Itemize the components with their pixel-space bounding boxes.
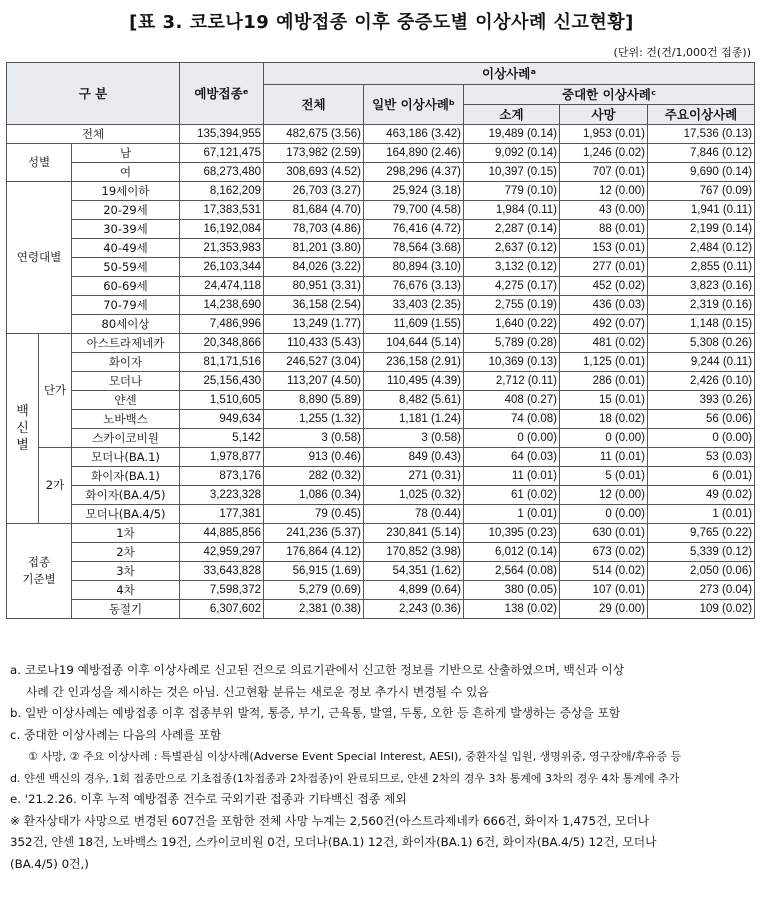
value-cell: 19,489 (0.14) [464,125,560,144]
value-cell: 707 (0.01) [560,163,648,182]
value-cell: 109 (0.02) [648,600,755,619]
value-cell: 393 (0.26) [648,391,755,410]
value-cell: 1,941 (0.11) [648,201,755,220]
value-cell: 2,564 (0.08) [464,562,560,581]
value-cell: 1,510,605 [180,391,264,410]
row-label: 화이자(BA.4/5) [72,486,180,505]
value-cell: 2,287 (0.14) [464,220,560,239]
note-d: d. 얀센 백신의 경우, 1회 접종만으로 기초접종(1차접종과 2차접종)이 완료되므로, 얀센 2차의 경우 3차 통계에 3차의 경우 4차 통계에 추가 [10,771,680,785]
group-sex [7,144,72,182]
value-cell: 78,564 (3.68) [364,239,464,258]
table-row [7,220,755,239]
value-cell: 177,381 [180,505,264,524]
value-cell: 44,885,856 [180,524,264,543]
value-cell: 1,086 (0.34) [264,486,364,505]
value-cell: 0 (0.00) [464,429,560,448]
value-cell: 8,482 (5.61) [364,391,464,410]
row-label: 80세이상 [72,315,180,334]
header-vaccination: 예방접종ᵉ [180,63,264,125]
value-cell: 2,755 (0.19) [464,296,560,315]
unit-label: (단위: 건(건/1,000건 접종)) [613,46,751,59]
value-cell: 33,643,828 [180,562,264,581]
value-cell: 3,132 (0.12) [464,258,560,277]
row-label: 50-59세 [72,258,180,277]
value-cell: 5,308 (0.26) [648,334,755,353]
row-label: 동절기 [72,600,180,619]
value-cell: 673 (0.02) [560,543,648,562]
value-cell: 286 (0.01) [560,372,648,391]
value-cell: 110,495 (4.39) [364,372,464,391]
group-dose [7,524,72,619]
header-adverse: 이상사례ᵃ [264,63,755,85]
row-label: 노바백스 [72,410,180,429]
value-cell: 11 (0.01) [464,467,560,486]
subgroup-bivalent: 2가 [39,448,72,524]
value-cell: 76,416 (4.72) [364,220,464,239]
value-cell: 9,765 (0.22) [648,524,755,543]
value-cell: 2,712 (0.11) [464,372,560,391]
row-label: 1차 [72,524,180,543]
row-label: 40-49세 [72,239,180,258]
value-cell: 11,609 (1.55) [364,315,464,334]
value-cell: 78,703 (4.86) [264,220,364,239]
row-label: 화이자(BA.1) [72,467,180,486]
page-title: [표 3. 코로나19 예방접종 이후 중증도별 이상사례 신고현황] [129,12,634,33]
note-x-cont: 352건, 얀센 18건, 노바백스 19건, 스카이코비원 0건, 모더나(BA.1) 12건, 화이자(BA.1) 6건, 화이자(BA.4/5) 12건, 모더나 [10,835,657,849]
value-cell: 1,640 (0.22) [464,315,560,334]
row-label: 20-29세 [72,201,180,220]
value-cell: 6,307,602 [180,600,264,619]
value-cell: 53 (0.03) [648,448,755,467]
group-label: 성별 [27,155,51,169]
table-row [7,524,755,543]
value-cell: 74 (0.08) [464,410,560,429]
value-cell: 56 (0.06) [648,410,755,429]
value-cell: 7,486,996 [180,315,264,334]
value-cell: 436 (0.03) [560,296,648,315]
value-cell: 463,186 (3.42) [364,125,464,144]
table-row [7,486,755,505]
value-cell: 64 (0.03) [464,448,560,467]
value-cell: 230,841 (5.14) [364,524,464,543]
row-label: 70-79세 [72,296,180,315]
value-cell: 76,676 (3.13) [364,277,464,296]
note-a: a. 코로나19 예방접종 이후 이상사례로 신고된 건으로 의료기관에서 신고한 정보를 기반으로 산출하였으며, 백신과 이상 [10,663,625,677]
value-cell: 176,864 (4.12) [264,543,364,562]
value-cell: 88 (0.01) [560,220,648,239]
value-cell: 33,403 (2.35) [364,296,464,315]
subgroup-single: 단가 [39,334,72,448]
value-cell: 26,103,344 [180,258,264,277]
value-cell: 107 (0.01) [560,581,648,600]
value-cell: 3,823 (0.16) [648,277,755,296]
row-label: 전체 [7,125,180,144]
value-cell: 13,249 (1.77) [264,315,364,334]
value-cell: 282 (0.32) [264,467,364,486]
value-cell: 3 (0.58) [264,429,364,448]
table-row [7,201,755,220]
value-cell: 29 (0.00) [560,600,648,619]
value-cell: 408 (0.27) [464,391,560,410]
value-cell: 49 (0.02) [648,486,755,505]
value-cell: 481 (0.02) [560,334,648,353]
value-cell: 113,207 (4.50) [264,372,364,391]
value-cell: 1,953 (0.01) [560,125,648,144]
value-cell: 11 (0.01) [560,448,648,467]
note-e: e. '21.2.26. 이후 누적 예방접종 건수로 국외기관 접종과 기타백신 접종 제외 [10,792,407,806]
value-cell: 15 (0.01) [560,391,648,410]
note-c-detail: ① 사망, ② 주요 이상사례 : 특별관심 이상사례(Adverse Event Special Interest, AESI), 중환자실 입원, 생명위중, 영구장애/후유증 등 [28,750,682,763]
value-cell: 1,984 (0.11) [464,201,560,220]
value-cell: 6,012 (0.14) [464,543,560,562]
table-row [7,562,755,581]
value-cell: 767 (0.09) [648,182,755,201]
value-cell: 0 (0.00) [560,505,648,524]
value-cell: 61 (0.02) [464,486,560,505]
value-cell: 5,789 (0.28) [464,334,560,353]
value-cell: 779 (0.10) [464,182,560,201]
value-cell: 7,598,372 [180,581,264,600]
value-cell: 8,890 (5.89) [264,391,364,410]
header-total: 전체 [264,85,364,125]
header-gubun: 구 분 [7,63,180,125]
value-cell: 153 (0.01) [560,239,648,258]
value-cell: 1,181 (1.24) [364,410,464,429]
header-major: 주요이상사례 [648,105,755,125]
value-cell: 3,223,328 [180,486,264,505]
table-row [7,600,755,619]
value-cell: 12 (0.00) [560,182,648,201]
value-cell: 2,637 (0.12) [464,239,560,258]
value-cell: 78 (0.44) [364,505,464,524]
value-cell: 42,959,297 [180,543,264,562]
note-b: b. 일반 이상사례는 예방접종 이후 접종부위 발적, 통증, 부기, 근육통, 발열, 두통, 오한 등 흔하게 발생하는 증상을 포함 [10,706,621,720]
value-cell: 9,092 (0.14) [464,144,560,163]
group-age [7,182,72,334]
table-row [7,448,755,467]
value-cell: 1,978,877 [180,448,264,467]
value-cell: 2,484 (0.12) [648,239,755,258]
note-x-cont2: (BA.4/5) 0건,) [10,856,89,871]
value-cell: 9,690 (0.14) [648,163,755,182]
value-cell: 138 (0.02) [464,600,560,619]
row-label: 화이자 [72,353,180,372]
value-cell: 21,353,983 [180,239,264,258]
table-row [7,258,755,277]
value-cell: 79,700 (4.58) [364,201,464,220]
value-cell: 14,238,690 [180,296,264,315]
row-label: 모더나 [72,372,180,391]
value-cell: 246,527 (3.04) [264,353,364,372]
row-label: 여 [72,163,180,182]
value-cell: 110,433 (5.43) [264,334,364,353]
value-cell: 3 (0.58) [364,429,464,448]
value-cell: 54,351 (1.62) [364,562,464,581]
row-label: 30-39세 [72,220,180,239]
value-cell: 10,369 (0.13) [464,353,560,372]
header-death: 사망 [560,105,648,125]
value-cell: 2,199 (0.14) [648,220,755,239]
value-cell: 36,158 (2.54) [264,296,364,315]
value-cell: 25,156,430 [180,372,264,391]
value-cell: 17,536 (0.13) [648,125,755,144]
value-cell: 164,890 (2.46) [364,144,464,163]
value-cell: 67,121,475 [180,144,264,163]
row-label: 아스트라제네카 [72,334,180,353]
value-cell: 2,426 (0.10) [648,372,755,391]
value-cell: 1 (0.01) [464,505,560,524]
value-cell: 452 (0.02) [560,277,648,296]
row-label: 얀센 [72,391,180,410]
table-row [7,543,755,562]
header-serious: 중대한 이상사례ᶜ [464,85,755,105]
row-label: 2차 [72,543,180,562]
value-cell: 12 (0.00) [560,486,648,505]
table-row [7,296,755,315]
header-general: 일반 이상사례ᵇ [364,85,464,125]
table-row [7,334,755,353]
table-row [7,144,755,163]
table-row [7,239,755,258]
value-cell: 81,201 (3.80) [264,239,364,258]
table-row [7,315,755,334]
value-cell: 56,915 (1.69) [264,562,364,581]
value-cell: 26,703 (3.27) [264,182,364,201]
value-cell: 630 (0.01) [560,524,648,543]
value-cell: 81,684 (4.70) [264,201,364,220]
note-a-cont: 사례 간 인과성을 제시하는 것은 아님. 신고현황 분류는 새로운 정보 추가시 변경될 수 있음 [26,684,489,699]
value-cell: 514 (0.02) [560,562,648,581]
value-cell: 236,158 (2.91) [364,353,464,372]
group-char: 신 [16,421,29,436]
group-label: 연령대별 [16,250,62,264]
value-cell: 5,142 [180,429,264,448]
note-c: c. 중대한 이상사례는 다음의 사례를 포함 [10,727,222,742]
value-cell: 849 (0.43) [364,448,464,467]
value-cell: 6 (0.01) [648,467,755,486]
value-cell: 68,273,480 [180,163,264,182]
value-cell: 18 (0.02) [560,410,648,429]
table-body [7,125,755,619]
table-row [7,353,755,372]
value-cell: 277 (0.01) [560,258,648,277]
value-cell: 308,693 (4.52) [264,163,364,182]
header-subtotal: 소계 [464,105,560,125]
value-cell: 873,176 [180,467,264,486]
value-cell: 173,982 (2.59) [264,144,364,163]
table-row [7,467,755,486]
value-cell: 80,894 (3.10) [364,258,464,277]
value-cell: 8,162,209 [180,182,264,201]
value-cell: 1,148 (0.15) [648,315,755,334]
row-label: 모더나(BA.4/5) [72,505,180,524]
value-cell: 9,244 (0.11) [648,353,755,372]
value-cell: 4,899 (0.64) [364,581,464,600]
value-cell: 1,255 (1.32) [264,410,364,429]
value-cell: 81,171,516 [180,353,264,372]
note-x: ※ 환자상태가 사망으로 변경된 607건을 포함한 전체 사망 누계는 2,560건(아스트라제네카 666건, 화이자 1,475건, 모더나 [10,813,650,828]
row-label: 모더나(BA.1) [72,448,180,467]
value-cell: 79 (0.45) [264,505,364,524]
row-label: 스카이코비원 [72,429,180,448]
value-cell: 7,846 (0.12) [648,144,755,163]
row-label: 남 [72,144,180,163]
value-cell: 913 (0.46) [264,448,364,467]
value-cell: 25,924 (3.18) [364,182,464,201]
value-cell: 273 (0.04) [648,581,755,600]
value-cell: 2,319 (0.16) [648,296,755,315]
table-row [7,581,755,600]
value-cell: 271 (0.31) [364,467,464,486]
table-row [7,277,755,296]
table-row [7,391,755,410]
value-cell: 5,279 (0.69) [264,581,364,600]
table-row [7,125,755,144]
value-cell: 4,275 (0.17) [464,277,560,296]
value-cell: 1 (0.01) [648,505,755,524]
value-cell: 80,951 (3.31) [264,277,364,296]
table-row [7,429,755,448]
row-label: 3차 [72,562,180,581]
value-cell: 1,125 (0.01) [560,353,648,372]
value-cell: 241,236 (5.37) [264,524,364,543]
value-cell: 1,025 (0.32) [364,486,464,505]
value-cell: 5,339 (0.12) [648,543,755,562]
value-cell: 10,397 (0.15) [464,163,560,182]
value-cell: 16,192,084 [180,220,264,239]
row-label: 4차 [72,581,180,600]
value-cell: 5 (0.01) [560,467,648,486]
value-cell: 380 (0.05) [464,581,560,600]
row-label: 60-69세 [72,277,180,296]
adverse-events-table [6,62,755,619]
group-char: 백 [16,404,29,419]
value-cell: 84,026 (3.22) [264,258,364,277]
group-label: 기준별 [22,572,56,586]
table-row [7,410,755,429]
value-cell: 482,675 (3.56) [264,125,364,144]
footnotes [10,660,755,875]
value-cell: 24,474,118 [180,277,264,296]
value-cell: 10,395 (0.23) [464,524,560,543]
value-cell: 0 (0.00) [560,429,648,448]
value-cell: 104,644 (5.14) [364,334,464,353]
value-cell: 17,383,531 [180,201,264,220]
value-cell: 492 (0.07) [560,315,648,334]
value-cell: 1,246 (0.02) [560,144,648,163]
row-label: 19세이하 [72,182,180,201]
table-row [7,163,755,182]
value-cell: 2,243 (0.36) [364,600,464,619]
value-cell: 949,634 [180,410,264,429]
value-cell: 298,296 (4.37) [364,163,464,182]
value-cell: 2,855 (0.11) [648,258,755,277]
value-cell: 2,381 (0.38) [264,600,364,619]
group-char: 별 [16,438,29,453]
value-cell: 0 (0.00) [648,429,755,448]
group-label: 접종 [27,555,51,569]
value-cell: 2,050 (0.06) [648,562,755,581]
value-cell: 135,394,955 [180,125,264,144]
table-row [7,505,755,524]
table-row [7,372,755,391]
value-cell: 43 (0.00) [560,201,648,220]
value-cell: 20,348,866 [180,334,264,353]
table-row [7,182,755,201]
value-cell: 170,852 (3.98) [364,543,464,562]
group-vaccine [7,334,39,524]
